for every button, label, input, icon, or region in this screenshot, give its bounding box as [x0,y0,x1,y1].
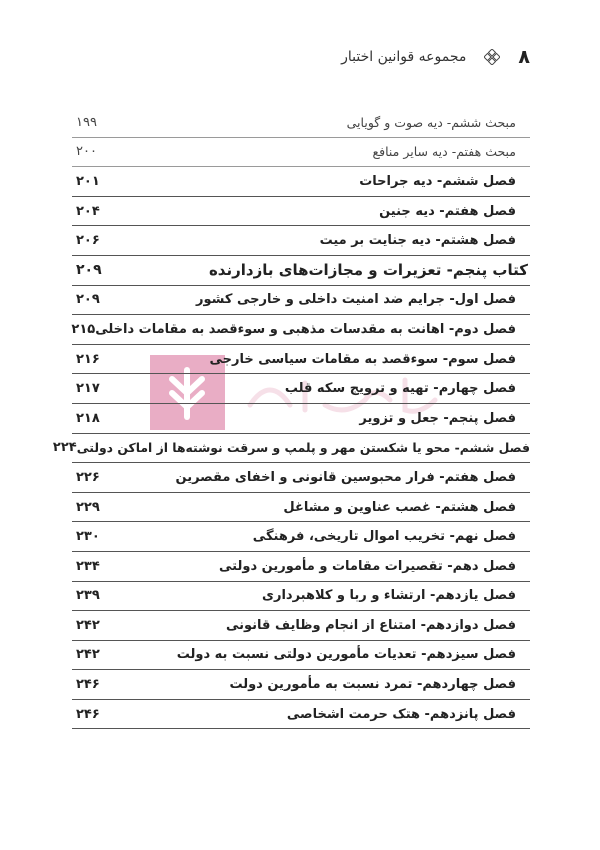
toc-entry [72,670,530,700]
toc-entry-title: فصل پنجم- جعل و تزویر [359,410,516,426]
toc-entry [72,522,530,552]
toc-entry-page: ۲۰۴ [76,203,100,219]
toc-entry-title: فصل چهاردهم- تمرد نسبت به مأمورین دولت [229,677,516,693]
toc-entry-title: مبحث هفتم- دیه سایر منافع [372,144,516,160]
toc-entry [72,404,530,434]
book-title: مجموعه قوانین اختبار [341,49,467,65]
toc-entry [72,226,530,256]
toc-entry [72,552,530,582]
toc-entry [52,434,530,464]
toc-entry-page: ۲۴۶ [76,677,100,693]
page-number: ۸ [518,46,530,68]
toc-entry-page: ۲۳۰ [76,529,100,545]
toc-entry [72,611,530,641]
toc-entry-title: فصل ششم- دیه جراحات [359,173,516,189]
toc-entry-page: ۲۴۲ [76,617,100,633]
toc-entry [72,108,530,138]
toc-entry-title: فصل پانزدهم- هتک حرمت اشخاصی [286,706,516,722]
toc-entry-page: ۲۰۰ [76,144,97,160]
toc-entry [72,463,530,493]
toc-entry-page: ۱۹۹ [76,114,97,130]
toc-entry [72,315,530,345]
table-of-contents [52,108,530,729]
diamond-ornament-icon [484,49,500,65]
toc-entry-page: ۲۳۴ [76,558,100,574]
toc-entry-page: ۲۰۹ [76,292,100,308]
toc-entry-title: فصل هفتم- دیه جنین [379,203,516,219]
toc-entry-page: ۲۱۶ [76,351,100,367]
toc-entry-page: ۲۱۸ [76,410,100,426]
toc-entry-page: ۲۲۴ [52,440,77,456]
toc-entry-title: فصل هفتم- فرار محبوسین قانونی و اخفای مقصرین [175,469,516,485]
page-header [70,42,530,72]
toc-entry [72,345,530,375]
toc-entry [72,582,530,612]
toc-entry-title: فصل یازدهم- ارتشاء و ربا و کلاهبرداری [262,588,516,604]
toc-entry-title: فصل دوازدهم- امتناع از انجام وظایف قانونی [225,617,516,633]
toc-entry-title: فصل سوم- سوءقصد به مقامات سیاسی خارجی [209,351,516,367]
toc-entry-page: ۲۰۱ [76,173,100,189]
toc-entry-title: فصل هشتم- غصب عناوین و مشاغل [283,499,516,515]
toc-entry-title: کتاب پنجم- تعزیرات و مجازات‌های بازدارنده [208,261,528,280]
toc-entry-title: فصل نهم- تخریب اموال تاریخی، فرهنگی [252,529,516,545]
toc-entry [72,286,530,316]
toc-entry-title: فصل دوم- اهانت به مقدسات مذهبی و سوءقصد به مقامات داخلی [95,321,516,337]
toc-entry-page: ۲۳۹ [76,588,100,604]
toc-entry-title: مبحث ششم- دیه صوت و گویایی [346,114,516,130]
toc-entry [72,167,530,197]
toc-entry [72,256,530,286]
toc-entry-page: ۲۲۹ [76,499,100,515]
toc-entry-title: فصل سیزدهم- تعدیات مأمورین دولتی نسبت به دولت [176,647,516,663]
toc-entry-page: ۲۴۶ [76,706,100,722]
toc-entry [72,197,530,227]
toc-entry [72,138,530,168]
toc-entry-title: فصل هشتم- دیه جنایت بر میت [319,233,516,249]
toc-entry-page: ۲۲۶ [76,469,100,485]
toc-entry-page: ۲۰۶ [76,233,100,249]
toc-entry-title: فصل چهارم- تهیه و ترویج سکه قلب [284,381,516,397]
toc-entry [72,374,530,404]
toc-entry-title: فصل ششم- محو یا شکستن مهر و پلمپ و سرقت نوشته‌ها از اماکن دولتی [76,440,530,456]
toc-entry [72,493,530,523]
toc-entry-page: ۲۴۲ [76,647,100,663]
toc-entry-title: فصل دهم- تقصیرات مقامات و مأمورین دولتی [219,558,516,574]
toc-entry [72,641,530,671]
toc-entry-page: ۲۱۵ [71,321,96,337]
toc-entry [72,700,530,730]
toc-entry-page: ۲۰۹ [76,262,102,279]
toc-entry-title: فصل اول- جرایم ضد امنیت داخلی و خارجی کشور [196,292,516,308]
toc-entry-page: ۲۱۷ [76,381,100,397]
